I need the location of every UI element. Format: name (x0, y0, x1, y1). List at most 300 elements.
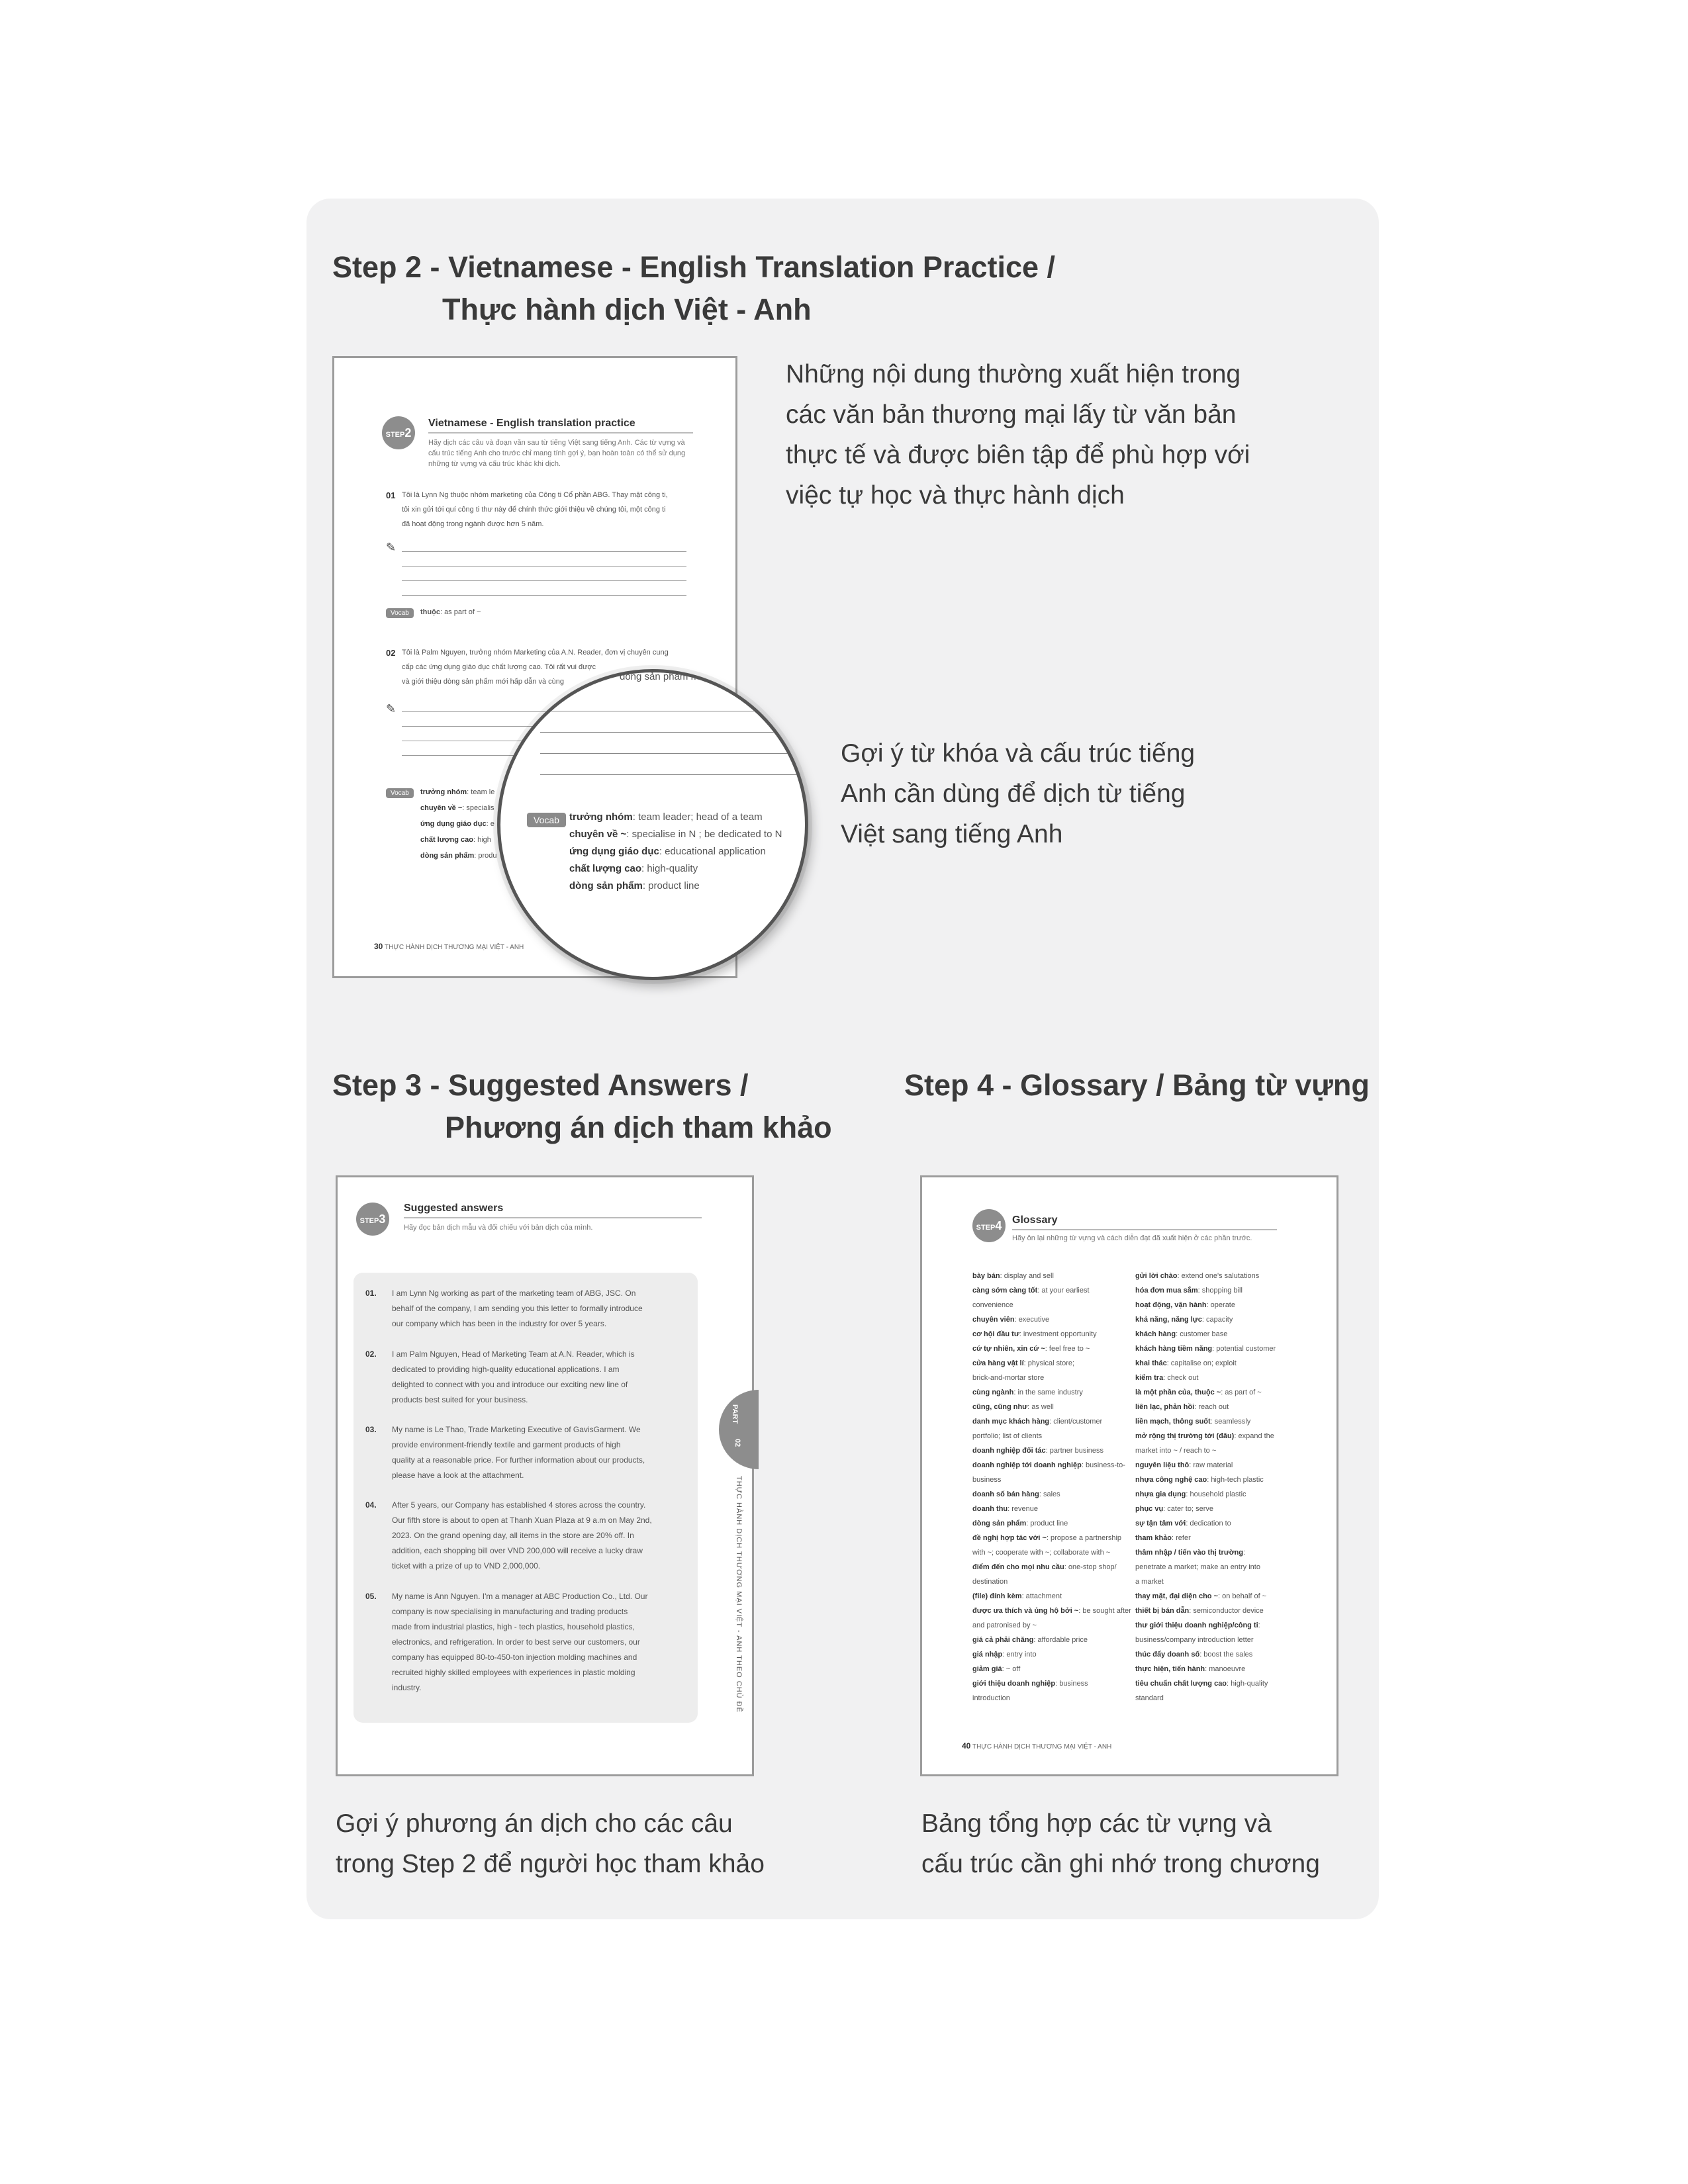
answer-text (392, 1589, 647, 1696)
vocab-def: : high (473, 836, 491, 844)
pencil-icon: ✎ (386, 702, 397, 715)
answer-line: My name is Le Thao, Trade Marketing Executive of GavisGarment. We (392, 1425, 641, 1434)
glossary-entry (972, 1429, 1131, 1443)
instruction-line: Hãy dịch các câu và đoạn văn sau từ tiếng Việt sang tiếng Anh. Các từ vựng và (428, 439, 685, 447)
hint-line: Anh cần dùng để dịch từ tiếng (841, 780, 1186, 808)
glossary-entry (1135, 1662, 1276, 1676)
term: cửa hàng vật lí (972, 1359, 1024, 1367)
hint-line: Gợi ý từ khóa và cấu trúc tiếng (841, 739, 1196, 768)
glossary-entry (972, 1473, 1131, 1487)
glossary-entry (972, 1531, 1131, 1545)
desc-line: Những nội dung thường xuất hiện trong (786, 360, 1241, 388)
glossary-entry (1135, 1283, 1276, 1298)
vocab-entry (569, 809, 782, 826)
def: : high-tech plastic (1207, 1476, 1264, 1484)
step4-heading-line1: Step 4 - Glossary / Bảng từ vựng (904, 1068, 1370, 1102)
vocab-def: : specialis (462, 804, 494, 812)
glossary-entry (972, 1691, 1131, 1706)
instruction-line: cấu trúc tiếng Anh cho trước chỉ mang tính gợi ý, bạn hoàn toàn có thể sử dụng (428, 449, 686, 457)
title-rule (1012, 1229, 1277, 1230)
def: and patronised by ~ (972, 1621, 1037, 1629)
def: : client/customer (1049, 1418, 1103, 1426)
term: cứ tự nhiên, xin cứ ~ (972, 1345, 1045, 1353)
vocab-def: : team leader; head of a team (632, 811, 763, 823)
answer-line (402, 551, 686, 552)
answer-number: 04. (365, 1500, 377, 1510)
glossary-entry (1135, 1618, 1276, 1633)
def: : as part of ~ (1221, 1388, 1262, 1396)
term: kiểm tra (1135, 1374, 1164, 1382)
step4-page-preview (920, 1175, 1338, 1776)
answer-line: products best suited for your business. (392, 1395, 528, 1404)
def: : boost the sales (1199, 1651, 1253, 1659)
item-number: 02 (386, 648, 396, 658)
term: phục vụ (1135, 1505, 1164, 1513)
desc-line: các văn bản thương mại lấy từ văn bản (786, 400, 1237, 429)
glossary-entry (1135, 1269, 1276, 1283)
page-title: Suggested answers (404, 1203, 504, 1214)
vocab-tag: Vocab (386, 788, 414, 798)
def: : customer base (1176, 1330, 1228, 1338)
glossary-entry (1135, 1604, 1276, 1618)
vocab-term: ứng dụng giáo dục (569, 846, 659, 857)
vocab-tag: Vocab (527, 813, 566, 827)
def: : shopping bill (1197, 1287, 1243, 1295)
def: : physical store; (1023, 1359, 1075, 1367)
answer-item (365, 1589, 690, 1696)
answer-line: made from industrial plastics, high - tech plastics, household plastics, (392, 1622, 635, 1631)
glossary-entry (1135, 1487, 1276, 1502)
term: doanh nghiệp tới doanh nghiệp (972, 1461, 1082, 1469)
part-label: PART (731, 1404, 739, 1424)
vocab-tag: Vocab (386, 608, 414, 618)
zoom-vocab-list (569, 809, 782, 895)
term: sự tận tâm với (1135, 1520, 1186, 1527)
badge-step-num: 4 (995, 1219, 1002, 1232)
term: bày bán (972, 1272, 1000, 1280)
footer-text: THỰC HÀNH DỊCH THƯƠNG MẠI VIỆT - ANH (972, 1743, 1112, 1751)
glossary-column-2 (1135, 1269, 1276, 1706)
desc-line: cấu trúc cần ghi nhớ trong chương (921, 1850, 1320, 1878)
glossary-entry (972, 1371, 1131, 1385)
def: introduction (972, 1694, 1010, 1702)
vocab-def: : high-quality (641, 863, 698, 874)
answer-line: addition, each shopping bill over VND 200,000 will receive a lucky draw (392, 1546, 643, 1555)
vocab-term: dòng sản phẩm (569, 880, 643, 891)
vocab-def: : produ (474, 852, 497, 860)
step2-heading (332, 246, 1055, 331)
term: liên lạc, phản hồi (1135, 1403, 1195, 1411)
hint-line: Việt sang tiếng Anh (841, 820, 1063, 848)
answer-line: ticket with a prize of up to VND 2,000,000. (392, 1561, 541, 1570)
answer-text (392, 1498, 652, 1574)
glossary-entry (972, 1662, 1131, 1676)
glossary-entry (1135, 1545, 1276, 1560)
glossary-entry (1135, 1312, 1276, 1327)
def: : semiconductor device (1189, 1607, 1264, 1615)
def: : propose a partnership (1046, 1534, 1122, 1542)
vocab-entry (420, 784, 497, 800)
def: : entry into (1002, 1651, 1037, 1659)
term: gửi lời chào (1135, 1272, 1178, 1280)
desc-line: Gợi ý phương án dịch cho các câu (336, 1809, 733, 1838)
page-instructions: Hãy ôn lại những từ vựng và cách diễn đạt đã xuất hiện ở các phần trước. (1012, 1234, 1252, 1242)
glossary-entry (1135, 1443, 1276, 1458)
term: được ưa thích và ủng hộ bởi ~ (972, 1607, 1079, 1615)
vocab-entry (569, 843, 782, 860)
answer-line: industry. (392, 1683, 422, 1692)
glossary-entry (972, 1618, 1131, 1633)
vocab-def: : educational application (659, 846, 766, 857)
desc-line: việc tự học và thực hành dịch (786, 481, 1125, 510)
glossary-entry (1135, 1502, 1276, 1516)
def: a market (1135, 1578, 1164, 1586)
vocab-term: dòng sản phẩm (420, 852, 475, 860)
glossary-entry (972, 1283, 1131, 1298)
vocab-entry (420, 832, 497, 848)
answer-line: dedicated to providing high-quality educational applications. I am (392, 1365, 620, 1374)
term: hóa đơn mua sắm (1135, 1287, 1198, 1295)
def: : refer (1172, 1534, 1191, 1542)
term: nhựa công nghệ cao (1135, 1476, 1207, 1484)
vocab-term: chuyên về ~ (569, 829, 627, 840)
term: khai thác (1135, 1359, 1167, 1367)
answer-line: our company which has been in the industry for over 5 years. (392, 1319, 607, 1328)
term: tham khảo (1135, 1534, 1172, 1542)
def: penetrate a market; make an entry into (1135, 1563, 1260, 1571)
glossary-entry (1135, 1342, 1276, 1356)
item-text (402, 488, 668, 531)
glossary-entry (972, 1443, 1131, 1458)
term: điểm đến cho mọi nhu cầu (972, 1563, 1064, 1571)
page-instructions: Hãy đọc bản dịch mẫu và đối chiếu với bản dịch của mình. (404, 1224, 593, 1232)
zoom-top-text: dòng sản phẩm mới h (620, 671, 716, 682)
step3-heading-line1: Step 3 - Suggested Answers / (332, 1068, 749, 1102)
answer-line: electronics, and refrigeration. In order to best serve our customers, our (392, 1637, 640, 1647)
term: là một phần của, thuộc ~ (1135, 1388, 1221, 1396)
answer-line: company is now specialising in manufacturing and trading products (392, 1607, 628, 1616)
badge-step-num: 2 (404, 426, 412, 439)
answer-item (365, 1422, 690, 1483)
vocab-def: : specialise in N ; be dedicated to N (626, 829, 782, 840)
glossary-entry (1135, 1458, 1276, 1473)
def: business (972, 1476, 1002, 1484)
answer-line (540, 753, 808, 754)
step-badge (972, 1209, 1006, 1242)
glossary-entry (972, 1676, 1131, 1691)
vocab-entry (420, 848, 497, 864)
glossary-entry (1135, 1560, 1276, 1574)
item-line: tôi xin gửi tới quí công ti thư này để chính thức giới thiệu về chúng tôi, một công ti (402, 506, 666, 514)
term: hoạt động, vận hành (1135, 1301, 1207, 1309)
vocab-entry (569, 826, 782, 843)
def: : (1243, 1549, 1246, 1557)
vocab-def: : as part of ~ (440, 608, 481, 616)
step-badge (356, 1203, 389, 1236)
term: cũng, cũng như (972, 1403, 1028, 1411)
term: giá nhập (972, 1651, 1003, 1659)
term: đề nghị hợp tác với ~ (972, 1534, 1047, 1542)
def: portfolio; list of clients (972, 1432, 1043, 1440)
glossary-entry (1135, 1676, 1276, 1691)
term: thâm nhập / tiến vào thị trường (1135, 1549, 1244, 1557)
def: : affordable price (1033, 1636, 1088, 1644)
vocab-def: : product line (642, 880, 700, 891)
vocab-entry (420, 816, 497, 832)
instruction-line: những từ vựng và cấu trúc khác khi dịch. (428, 460, 561, 468)
page-instructions (428, 437, 685, 469)
def: : sales (1039, 1490, 1060, 1498)
answer-line: After 5 years, our Company has established 4 stores across the country. (392, 1500, 646, 1510)
glossary-entry (972, 1312, 1131, 1327)
step4-description (921, 1803, 1320, 1884)
glossary-entry (1135, 1647, 1276, 1662)
answer-line: Our fifth store is about to open at Thanh Xuan Plaza at 9 a.m on May 2nd, (392, 1516, 652, 1525)
def: : check out (1163, 1374, 1199, 1382)
term: doanh số bán hàng (972, 1490, 1039, 1498)
glossary-entry (972, 1502, 1131, 1516)
step2-heading-line2: Thực hành dịch Việt - Anh (442, 293, 812, 326)
glossary-entry (972, 1458, 1131, 1473)
term: doanh thu (972, 1505, 1008, 1513)
term: giảm giá (972, 1665, 1002, 1673)
glossary-entry (1135, 1473, 1276, 1487)
page-number: 40 (962, 1741, 971, 1751)
glossary-entry (972, 1574, 1131, 1589)
term: thiết bị bán dẫn (1135, 1607, 1190, 1615)
term: thay mặt, đại diện cho ~ (1135, 1592, 1219, 1600)
term: tiêu chuẩn chất lượng cao (1135, 1680, 1227, 1688)
def: : feel free to ~ (1045, 1345, 1090, 1353)
term: mở rộng thị trường tới (đâu) (1135, 1432, 1235, 1440)
answer-line: recruited highly skilled employees with experiences in plastic molding (392, 1668, 635, 1677)
vocab-term: ứng dụng giáo dục (420, 820, 487, 828)
term: khách hàng tiềm năng (1135, 1345, 1213, 1353)
glossary-entry (972, 1516, 1131, 1531)
def: market into ~ / reach to ~ (1135, 1447, 1217, 1455)
def: : revenue (1008, 1505, 1039, 1513)
desc-line: thực tế và được biên tập để phù hợp với (786, 441, 1250, 469)
glossary-entry (1135, 1371, 1276, 1385)
def: brick-and-mortar store (972, 1374, 1045, 1382)
term: thư giới thiệu doanh nghiệp/công ti (1135, 1621, 1258, 1629)
answer-line: company has equipped 80-to-450-ton injection molding machines and (392, 1653, 637, 1662)
vocab-term: chuyên về ~ (420, 804, 463, 812)
title-rule (428, 432, 693, 433)
def: : (1258, 1621, 1260, 1629)
step-badge (382, 416, 415, 449)
vocab-entry (420, 604, 481, 620)
vocab-term: chất lượng cao (569, 863, 642, 874)
glossary-entry (1135, 1356, 1276, 1371)
glossary-entry (1135, 1574, 1276, 1589)
badge-step-label: STEP (976, 1224, 996, 1232)
glossary-entry (1135, 1327, 1276, 1342)
answer-line (402, 566, 686, 567)
step3-description (336, 1803, 765, 1884)
vocab-term: chất lượng cao (420, 836, 473, 844)
answer-line: My name is Ann Nguyen. I'm a manager at ABC Production Co., Ltd. Our (392, 1592, 648, 1601)
glossary-entry (972, 1633, 1131, 1647)
answer-line (402, 580, 686, 581)
glossary-entry (972, 1400, 1131, 1414)
desc-line: trong Step 2 để người học tham khảo (336, 1850, 765, 1878)
answer-line (402, 595, 686, 596)
page-title: Vietnamese - English translation practice (428, 418, 635, 429)
glossary-entry (972, 1414, 1131, 1429)
magnifier-zoom (497, 669, 808, 980)
term: khách hàng (1135, 1330, 1176, 1338)
page-footer (962, 1741, 1111, 1751)
glossary-entry (1135, 1691, 1276, 1706)
def: : extend one's salutations (1177, 1272, 1260, 1280)
def: : attachment (1021, 1592, 1062, 1600)
item-line: và giới thiệu dòng sản phẩm mới hấp dẫn và cùng (402, 678, 564, 686)
answer-item (365, 1347, 690, 1408)
answer-line: behalf of the company, I am sending you this letter to formally introduce (392, 1304, 643, 1313)
glossary-entry (972, 1589, 1131, 1604)
answer-item (365, 1286, 690, 1332)
def: : executive (1014, 1316, 1050, 1324)
glossary-entry (1135, 1414, 1276, 1429)
def: : cater to; serve (1163, 1505, 1213, 1513)
item-line: cấp các ứng dụng giáo dục chất lượng cao. Tôi rất vui được (402, 663, 596, 671)
item-number: 01 (386, 490, 396, 500)
vocab-entry (569, 878, 782, 895)
def: convenience (972, 1301, 1013, 1309)
step2-heading-line1: Step 2 - Vietnamese - English Translation Practice / (332, 250, 1056, 284)
def: : as well (1027, 1403, 1054, 1411)
glossary-entry (972, 1269, 1131, 1283)
answer-number: 01. (365, 1289, 377, 1298)
term: nhựa gia dụng (1135, 1490, 1186, 1498)
glossary-entry (1135, 1633, 1276, 1647)
def: : ~ off (1002, 1665, 1021, 1673)
glossary-entry (1135, 1400, 1276, 1414)
term: nguyên liệu thô (1135, 1461, 1190, 1469)
term: thúc đẩy doanh số (1135, 1651, 1200, 1659)
answer-item (365, 1498, 690, 1574)
term: doanh nghiệp đối tác (972, 1447, 1046, 1455)
answer-text (392, 1286, 643, 1332)
def: destination (972, 1578, 1008, 1586)
vocab-def: : e (486, 820, 494, 828)
glossary-entry (972, 1327, 1131, 1342)
term: cùng ngành (972, 1388, 1014, 1396)
vocab-term: trưởng nhóm (569, 811, 633, 823)
term: thực hiện, tiến hành (1135, 1665, 1205, 1673)
answer-line: provide environment-friendly textile and garment products of high (392, 1440, 621, 1449)
vocab-list (420, 784, 497, 864)
glossary-entry (972, 1560, 1131, 1574)
vocab-term: trưởng nhóm (420, 788, 467, 796)
step3-heading (332, 1064, 832, 1149)
def: : partner business (1045, 1447, 1104, 1455)
vocab-term: thuộc (420, 608, 440, 616)
answer-line (540, 732, 808, 733)
def: : manoeuvre (1205, 1665, 1246, 1673)
answer-line: 2023. On the grand opening day, all items in the store are 20% off. In (392, 1531, 634, 1540)
def: : reach out (1194, 1403, 1229, 1411)
step3-heading-line2: Phương án dịch tham khảo (445, 1111, 832, 1144)
step4-heading (904, 1064, 1370, 1107)
answer-text (392, 1422, 645, 1483)
glossary-entry (972, 1342, 1131, 1356)
answer-line: please have a look at the attachment. (392, 1471, 524, 1480)
glossary-entry (972, 1604, 1131, 1618)
page-number: 30 (374, 942, 383, 951)
def: : raw material (1189, 1461, 1233, 1469)
def: : capacity (1201, 1316, 1233, 1324)
vocab-entry (569, 860, 782, 878)
def: : in the same industry (1013, 1388, 1083, 1396)
def: with ~; cooperate with ~; collaborate with ~ (972, 1549, 1111, 1557)
title-rule (404, 1217, 702, 1218)
answer-line: quality at a reasonable price. For further information about our products, (392, 1455, 645, 1465)
term: danh mục khách hàng (972, 1418, 1050, 1426)
glossary-column-1 (972, 1269, 1131, 1706)
glossary-entry (972, 1298, 1131, 1312)
answer-number: 03. (365, 1425, 377, 1434)
answer-number: 05. (365, 1592, 377, 1601)
glossary-entry (1135, 1589, 1276, 1604)
def: standard (1135, 1694, 1164, 1702)
answer-line (540, 774, 808, 775)
answer-text (392, 1347, 635, 1408)
page-title: Glossary (1012, 1214, 1058, 1226)
answer-line: I am Palm Nguyen, Head of Marketing Team at A.N. Reader, which is (392, 1349, 635, 1359)
footer-text: THỰC HÀNH DỊCH THƯƠNG MẠI VIỆT - ANH (384, 944, 524, 951)
vocab-def: : team le (467, 788, 495, 796)
glossary-entry (1135, 1531, 1276, 1545)
page-footer (374, 942, 524, 951)
answer-line: delighted to connect with you and introduce our exciting new line of (392, 1380, 628, 1389)
def: : business-to- (1081, 1461, 1125, 1469)
glossary-entry (1135, 1429, 1276, 1443)
answer-line: I am Lynn Ng working as part of the marketing team of ABG, JSC. On (392, 1289, 636, 1298)
item-line: Tôi là Lynn Ng thuộc nhóm marketing của Công ti Cổ phần ABG. Thay mặt công ti, (402, 491, 668, 499)
answer-number: 02. (365, 1349, 377, 1359)
def: : expand the (1234, 1432, 1274, 1440)
badge-step-num: 3 (379, 1212, 386, 1226)
def: : dedication to (1186, 1520, 1231, 1527)
term: khả năng, năng lực (1135, 1316, 1202, 1324)
term: (file) đính kèm (972, 1592, 1022, 1600)
badge-step-label: STEP (359, 1217, 379, 1225)
term: giới thiệu doanh nghiệp (972, 1680, 1056, 1688)
step2-hint (841, 733, 1195, 854)
term: liền mạch, thông suốt (1135, 1418, 1211, 1426)
glossary-entry (1135, 1516, 1276, 1531)
term: giá cả phải chăng (972, 1636, 1034, 1644)
glossary-entry (972, 1487, 1131, 1502)
def: : business (1055, 1680, 1088, 1688)
glossary-entry (1135, 1298, 1276, 1312)
glossary-entry (972, 1647, 1131, 1662)
def: : potential customer (1212, 1345, 1276, 1353)
glossary-entry (972, 1545, 1131, 1560)
def: business/company introduction letter (1135, 1636, 1254, 1644)
glossary-entry (972, 1356, 1131, 1371)
term: chuyên viên (972, 1316, 1015, 1324)
def: : one-stop shop/ (1064, 1563, 1117, 1571)
def: : investment opportunity (1019, 1330, 1097, 1338)
term: cơ hội đầu tư (972, 1330, 1019, 1338)
item-line: Tôi là Palm Nguyen, trưởng nhóm Marketing của A.N. Reader, đơn vị chuyên cung (402, 649, 669, 657)
glossary-entry (972, 1385, 1131, 1400)
def: : at your earliest (1037, 1287, 1090, 1295)
def: : product line (1026, 1520, 1068, 1527)
